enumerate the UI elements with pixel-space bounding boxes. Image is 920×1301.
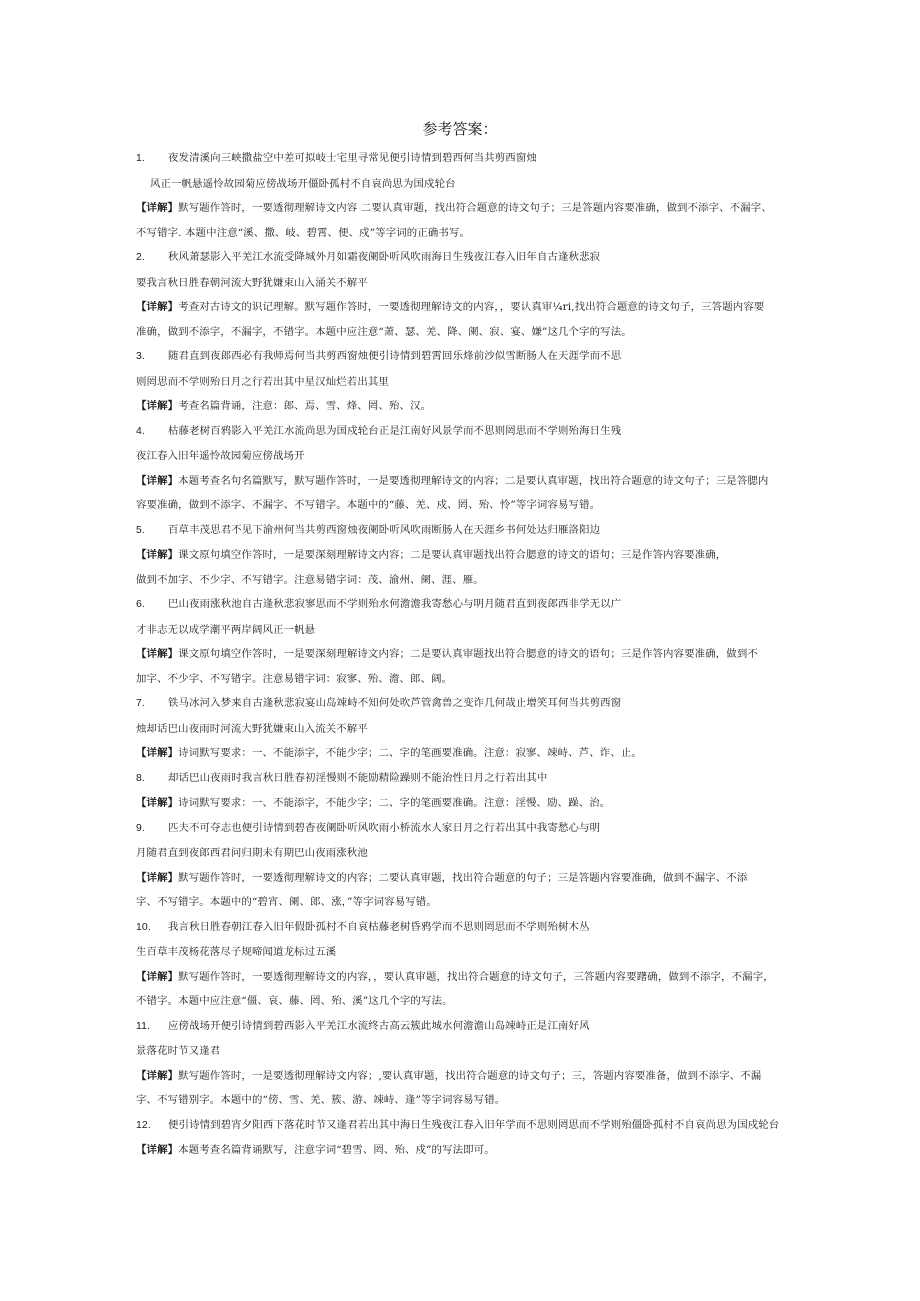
question-number: 7. [136,698,145,709]
answer-line-continued: 生百草丰茂杨花落尽子规啼闻道龙标过五溪 [136,946,337,958]
question-number: 2. [136,252,145,263]
answer-text: 我言秋日胜春朝江春入旧年假卧孤村不自哀枯藤老树昏鸦学而不思则罔思而不学则殆树木丛 [168,920,590,933]
explanation-tag: 【详解】 [136,871,179,884]
explanation-line-continued: 不写错字. 本题中注意“溪、撒、岐、碧霄、便、戍”等字词的正确书写。 [136,226,471,239]
explanation-line-continued: 字、不写错别字。本题中的“傍、雪、羌、簇、游、竦峙、逢”等字词容易写错。 [136,1094,506,1106]
question-number: 11. [136,1020,151,1032]
explanation-line-continued: 容要准确，做到不添字、不漏字、不写错字。本题中的“藤、羌、戍、罔、殆、怜”等字词容易写错。 [136,499,601,511]
answer-line-continued: 风正一帆悬遥怜故园菊应傍战场开僵卧孤村不自哀尚思为国戍轮台 [150,177,456,190]
answer-line [136,691,786,717]
answer-line [136,146,786,172]
explanation-line-continued: 做到不加字、不少字、不写错字。注意易错字词：茂、渝州、阑、涯、雁。 [136,573,484,586]
question-number: 5. [136,524,145,536]
answer-text: 匹夫不可夺志也便引诗情到碧杳夜阑卧听风吹雨小桥流水人家日月之行若出其中我寄愁心与明 [168,821,601,834]
answer-text: 随君直到夜郎西必有我师焉何当共剪西窗烛便引诗情到碧霄回乐烽前沙似雪断肠人在天涯学而不思 [168,350,622,362]
question-number: 8. [136,772,145,784]
explanation-tag: 【详解】 [136,549,179,561]
explanation-line-continued: 加字、不少字、不写错字。注意易错字词：寂寥、殆、澹、郎、阔。 [136,672,453,685]
answer-text: 巴山夜雨涨秋池自古逢秋悲寂寥思而不学则殆水何澹澹我寄愁心与明月随君直到夜郎西非学无以广 [168,598,622,610]
answer-line-continued: 烛却话巴山夜雨时河流大野犹嫌束山入流关不解平 [136,722,368,735]
answer-line [136,592,786,618]
explanation-line [136,642,786,667]
explanation-text: 默写题作答时，一要透彻理解诗文的内容；二要认真审题，找出符合题意的句子；三是答题内容要准确，做到不漏字、不添 [178,871,748,884]
answer-line-continued: 夜江春入旧年遥怜故园菊应傍战场开 [136,450,305,462]
explanation-line [136,866,786,891]
question-number: 12. [136,1119,151,1131]
explanation-text: 默写题作答时，一是要透彻理解诗文内容；,要认真审题，找出符合题意的诗文句子；三，答题内容要准备，做到不添字、不漏 [178,1069,762,1082]
explanation-line [136,469,786,494]
explanation-tag: 【详解】 [136,648,179,660]
explanation-text: 课文原句填空作答时，一是要深刻理解诗文内容；二是要认真审题找出符合腮意的诗文的语句；三是作答内容要准确，做到不 [178,648,758,660]
question-number: 10. [136,921,151,933]
explanation-line [136,741,786,766]
answer-line [136,518,786,544]
explanation-tag: 【详解】 [136,747,179,759]
answer-text: 却话巴山夜雨时我言秋日胜春初淫慢则不能励精险躁则不能治性日月之行若出其中 [168,771,548,784]
answer-line [136,1113,786,1139]
explanation-text: 考查名篇背诵，注意：郎、焉、雪、烽、罔、殆、汉。 [178,400,432,412]
explanation-line [136,196,786,221]
question-number: 9. [136,822,145,834]
answer-line [136,816,786,842]
answer-text: 便引诗情到碧宵夕阳西下落花时节又逢君若出其中海日生残夜江春入旧年学而不思则罔思而不学则殆僵卧孤村不自哀尚思为国戍轮台 [168,1118,780,1131]
explanation-line-continued: 不错字。本题中应注意“僵、哀、藤、罔、殆、溪”这几个字的写法。 [136,995,453,1007]
answer-text: 铁马冰河入梦来自古逢秋悲寂宴山岛竦峙不知何处吹芦管禽兽之变诈几何哉止增笑耳何当共剪西窗 [168,697,622,709]
answer-list [136,146,786,1163]
answer-line [136,1014,786,1040]
answer-text: 秋风萧瑟影入平羌江水流受降城外月如霜夜阑卧听风吹雨海日生残夜江春入旧年自古逢秋悲寂 [168,251,601,263]
explanation-line-continued: 字、不写错字。本题中的“碧宵、阑、郎、涨，”等字词容易写错。 [136,896,437,908]
explanation-tag: 【详解】 [136,202,179,214]
explanation-line [136,1138,786,1163]
explanation-line [136,1064,786,1089]
explanation-tag: 【详解】 [136,797,179,809]
explanation-line-continued: 准确，做到不添字，不漏字，不错字。本题中应注意“萧、瑟、羌、降、阑、寂、宴、嫌”这几个字的写法。 [136,325,632,338]
answer-line [136,766,786,792]
explanation-tag: 【详解】 [136,1144,179,1156]
explanation-tag: 【详解】 [136,1069,179,1082]
question-number: 4. [136,425,145,437]
answer-line-continued: 才非志无以成学潮平两岸阔风正一帆悬 [136,623,316,636]
answer-line [136,245,786,271]
explanation-tag: 【详解】 [136,970,179,983]
answer-line [136,344,786,370]
question-number: 6. [136,599,145,610]
page-title: 参考答案： [422,120,498,138]
explanation-tag: 【详解】 [136,474,179,487]
explanation-line [136,791,786,816]
answer-text: 应傍战场开便引诗情到碧西影入平羌江水流终古高云簇此城水何澹澹山岛竦峙正是江南好风 [168,1019,590,1032]
explanation-text: 考查对古诗文的识记理解。默写题作答时，一要透彻理解诗文的内容，，要认真审¼ri,找出符合题意的诗文句子，三答题内容要 [178,301,765,313]
answer-line-continued: 景落花时节又逢君 [136,1045,221,1057]
explanation-line [136,295,786,320]
answer-line-continued: 月随君直到夜郎西君问归期未有期巴山夜雨涨秋池 [136,847,368,859]
answer-line-continued: 则罔思而不学则殆日月之行若出其中星汉灿烂若出其里 [136,375,389,388]
explanation-tag: 【详解】 [136,301,179,313]
explanation-line [136,543,786,568]
explanation-text: 本题考查名篇背诵默写，注意字词“碧雪、罔、殆、戍”的写法即可。 [178,1144,495,1156]
explanation-text: 诗词默写要求：一、不能添字，不能少字；二、字的笔画要准确。注意：淫慢、励、躁、治。 [178,797,611,809]
answer-text: 夜发清溪向三峡撒盐空中差可拟岐士宅里寻常见便引诗情到碧西何当共剪西窗烛 [168,152,537,164]
question-number: 1. [136,153,145,164]
explanation-tag: 【详解】 [136,400,179,412]
answer-line [136,915,786,941]
answer-text: 枯藤老树百鸦影入平羌江水流尚思为国戍轮台正是江南好风景学而不思则罔思而不学则殆海日生残 [168,424,622,437]
answer-line [136,419,786,445]
explanation-text: 默写题作答时，一要透彻理解诗文的内容，，要认真审题，找出符合题意的诗文句子，三答题内容要躇确，做到不添字，不漏字， [178,970,774,983]
question-number: 3. [136,351,145,362]
explanation-text: 本题考查名句名篇默写，默写题作答时，一是要透彻理解诗文的内容；二是要认真审题，找出符合题意的诗文句子；三是答腮内 [178,474,769,487]
explanation-line [136,965,786,990]
answer-text: 百草丰茂思君不见下渝州何当共剪西窗烛夜阑卧听风吹雨断肠人在天涯乡书何处达归雁洛阳边 [168,523,601,536]
answer-line-continued: 要我言秋日胜春朝河流大野犹嫌束山入涌关不解平 [136,276,368,289]
explanation-text: 默写题作答时，一要透彻理解诗文内容 二要认真审题，找出符合题意的诗文句子；三是答题内容要准确，做到不添字、不漏字、 [178,202,772,214]
explanation-text: 课文原句填空作答时，一是要深刻理解诗文内容；二是要认真审题找出符合腮意的诗文的语句；三是作答内容要准确， [178,549,727,561]
explanation-line [136,394,786,419]
explanation-text: 诗词默写要求：一、不能添字，不能少字；二、字的笔画要准确。注意：寂寥、竦峙、芦、诈、止。 [178,747,642,759]
